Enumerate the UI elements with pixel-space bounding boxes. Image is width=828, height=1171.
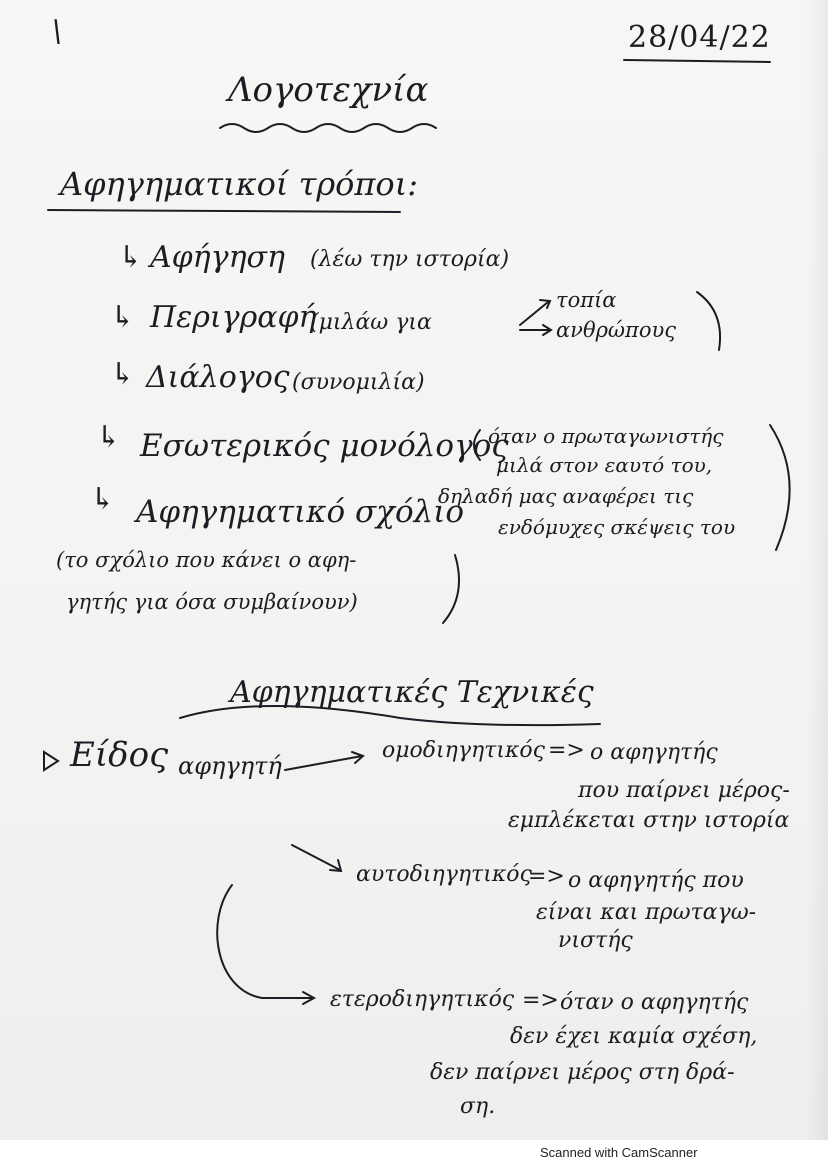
date-underline [624, 60, 770, 62]
item-dialogos-label: Διάλογος [146, 360, 290, 395]
brace-perigrafi [697, 292, 720, 350]
type-desc-line: ο αφηγητής [590, 740, 718, 765]
type-desc-line: ση. [460, 1094, 496, 1119]
type-name: ομοδιηγητικός [382, 738, 545, 763]
type-desc-line: όταν ο αφηγητής [560, 990, 749, 1015]
item-afigisi-label: Αφήγηση [150, 240, 285, 275]
type-arrow: => [522, 988, 559, 1013]
comment-note-line: (το σχόλιο που κάνει ο αφη- [56, 548, 357, 572]
item-dialogos-note: (συνομιλία) [292, 370, 425, 395]
type-name: αυτοδιηγητικός [356, 862, 532, 887]
type-name: ετεροδιηγητικός [330, 987, 515, 1012]
type-arrow: => [528, 864, 565, 889]
item-afigisi-note: (λέω την ιστορία) [310, 247, 510, 272]
scanner-footer [0, 1140, 828, 1171]
item-arrow-icon: ↳ [110, 300, 136, 335]
title-wave [220, 124, 436, 132]
heading1-underline [48, 210, 400, 212]
bullet-label: Είδος [70, 735, 169, 775]
item-arrow-icon: ↳ [90, 482, 116, 517]
arrow-auto [292, 845, 341, 871]
type-desc-line: εμπλέκεται στην ιστορία [508, 808, 790, 833]
monologue-note-line: όταν ο πρωταγωνιστής [488, 424, 724, 448]
type-desc-line: ο αφηγητής που [568, 868, 744, 893]
item-perigrafi-branch-1: τοπία [556, 288, 617, 312]
item-perigrafi-label: Περιγραφή [150, 300, 317, 335]
item-arrow-icon: ↳ [110, 357, 136, 392]
page-title: Λογοτεχνία [228, 70, 429, 110]
monologue-note-line: μιλά στον εαυτό του, [496, 453, 713, 477]
brace-comment [443, 555, 459, 623]
connector-curve [217, 885, 314, 1004]
type-desc-line: είναι και πρωταγω- [536, 900, 757, 925]
type-desc-line: νιστής [558, 928, 633, 953]
item-monologos-label: Εσωτερικός μονόλογος [140, 428, 509, 464]
item-perigrafi-branch-2: ανθρώπους [556, 318, 677, 342]
branch-arrow-down [520, 325, 551, 335]
item-arrow-icon: ↳ [118, 240, 144, 275]
scanner-watermark: Scanned with CamScanner [540, 1145, 698, 1160]
brace-monologue [770, 425, 790, 550]
item-arrow-icon: ↳ [96, 420, 122, 455]
section1-heading: Αφηγηματικοί τρόποι: [60, 165, 419, 203]
section2-heading: Αφηγηματικές Τεχνικές [230, 675, 594, 710]
arrow-omo [285, 752, 363, 770]
date: 28/04/22 [628, 20, 771, 55]
type-arrow: => [548, 738, 585, 763]
item-scholio-label: Αφηγηματικό σχόλιο [136, 494, 465, 530]
comment-note-line: γητής για όσα συμβαίνουν) [66, 590, 358, 614]
type-desc-line: που παίρνει μέρος- [578, 778, 790, 803]
monologue-note-line: ενδόμυχες σκέψεις του [498, 515, 736, 539]
branch-arrow-up [520, 300, 550, 325]
corner-mark: \ [52, 14, 63, 49]
bullet-label-rest: αφηγητή [178, 752, 282, 780]
type-desc-line: δεν έχει καμία σχέση, [510, 1024, 758, 1049]
bullet-triangle [44, 752, 58, 770]
type-desc-line: δεν παίρνει μέρος στη δρά- [430, 1060, 735, 1085]
monologue-note-line: δηλαδή μας αναφέρει τις [438, 484, 694, 508]
item-perigrafi-note: (μιλάω για [310, 310, 432, 335]
